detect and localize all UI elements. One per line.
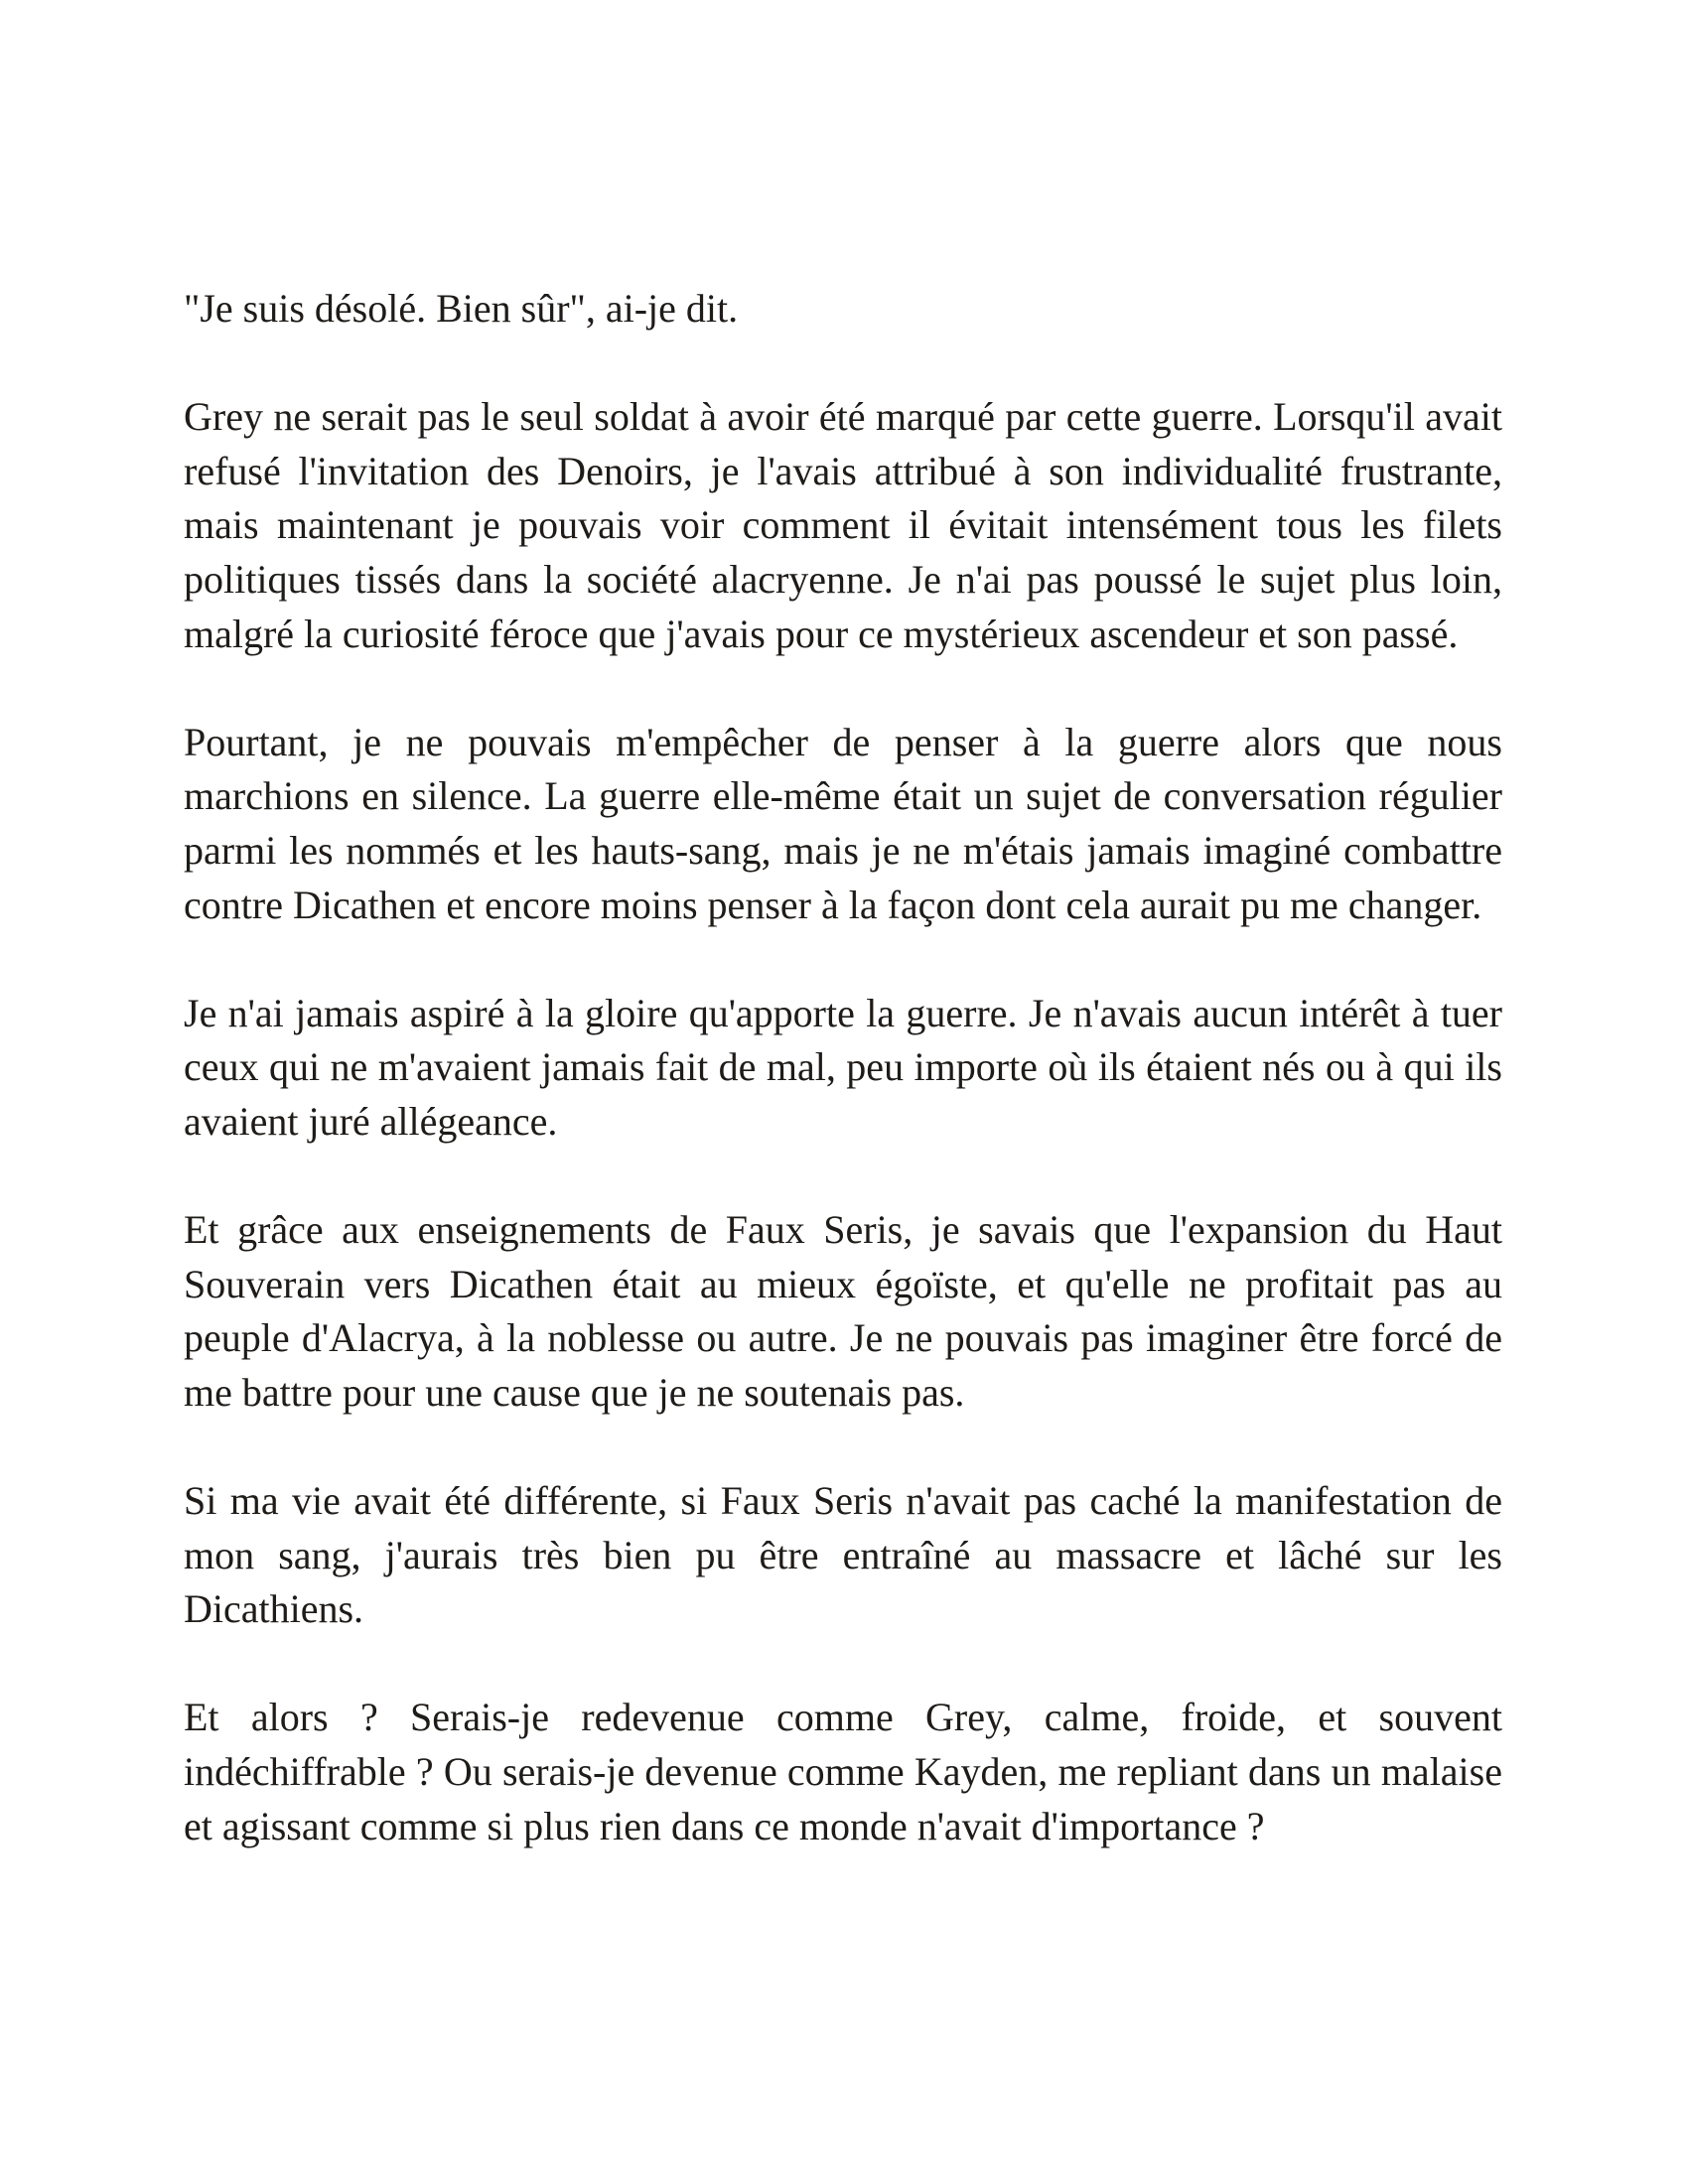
document-body [184,282,1502,1853]
paragraph-7: Et alors ? Serais-je redevenue comme Grey, calme, froide, et souvent indéchiffrable ? Ou serais-je devenue comme Kayden, me repliant dans un malaise et agissant comme si plus rien dans ce monde n'avait d'importance ? [184,1695,1502,1848]
paragraph-5: Et grâce aux enseignements de Faux Seris, je savais que l'expansion du Haut Souverain vers Dicathen était au mieux égoïste, et qu'elle ne profitait pas au peuple d'Alacrya, à la noblesse ou autre. Je ne pouvais pas imaginer être forcé de me battre pour une cause que je ne soutenais pas. [184,1207,1502,1415]
paragraph-2: Grey ne serait pas le seul soldat à avoir été marqué par cette guerre. Lorsqu'il avait refusé l'invitation des Denoirs, je l'avais attribué à son individualité frustrante, mais maintenant je pouvais voir comment il évitait intensément tous les filets politiques tissés dans la société alacryenne. Je n'ai pas poussé le sujet plus loin, malgré la curiosité féroce que j'avais pour ce mystérieux ascendeur et son passé. [184,394,1502,656]
paragraph-1: "Je suis désolé. Bien sûr", ai-je dit. [184,286,739,331]
paragraph-6: Si ma vie avait été différente, si Faux Seris n'avait pas caché la manifestation de mon sang, j'aurais très bien pu être entraîné au massacre et lâché sur les Dicathiens. [184,1478,1502,1632]
paragraph-3: Pourtant, je ne pouvais m'empêcher de penser à la guerre alors que nous marchions en silence. La guerre elle-même était un sujet de conversation régulier parmi les nommés et les hauts-sang, mais je ne m'étais jamais imaginé combattre contre Dicathen et encore moins penser à la façon dont cela aurait pu me changer. [184,719,1502,927]
paragraph-4: Je n'ai jamais aspiré à la gloire qu'apporte la guerre. Je n'avais aucun intérêt à tuer ceux qui ne m'avaient jamais fait de mal, peu importe où ils étaient nés ou à qui ils avaient juré allégeance. [184,990,1502,1144]
